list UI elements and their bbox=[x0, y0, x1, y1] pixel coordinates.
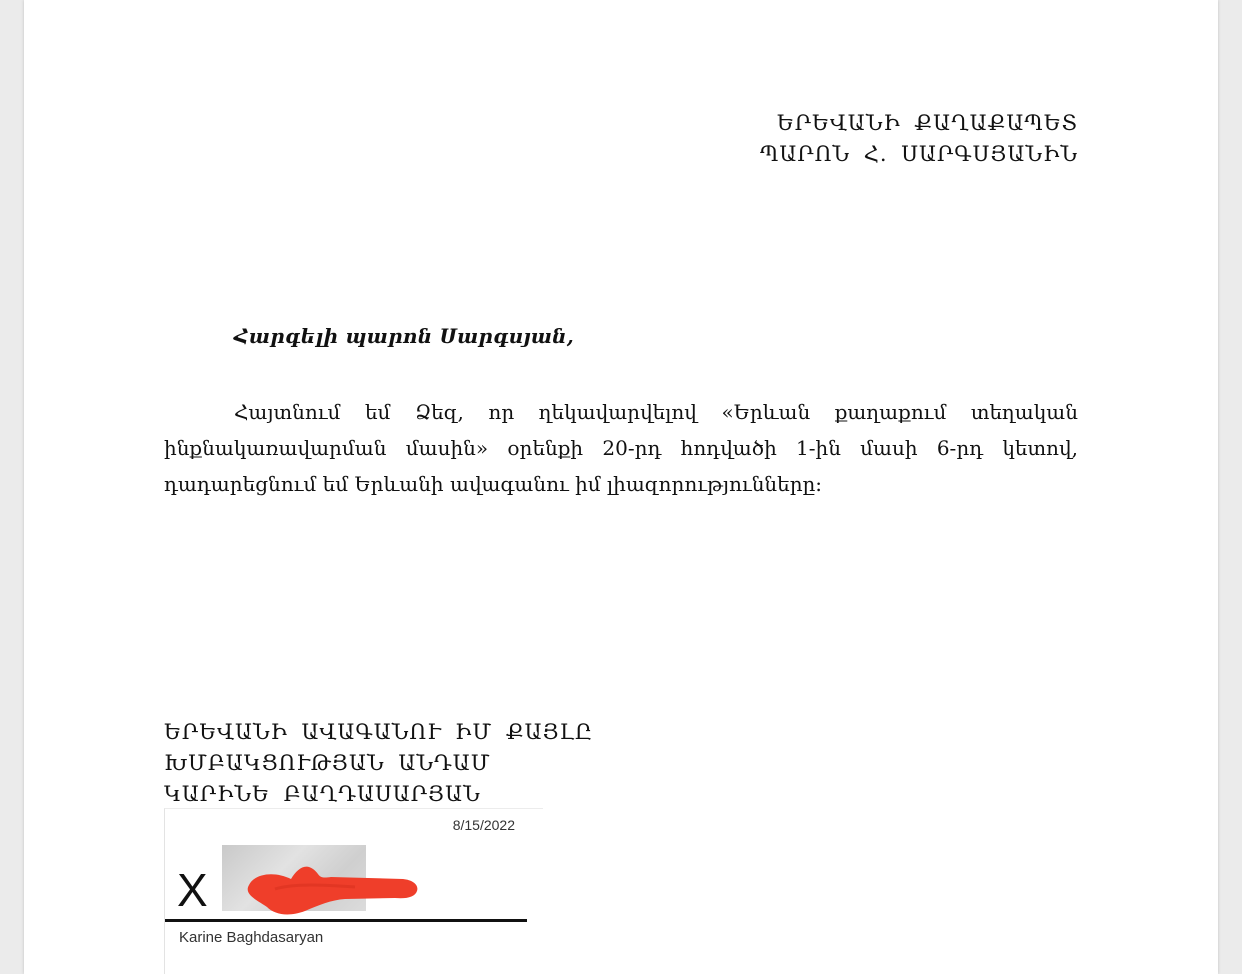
signature-line bbox=[165, 919, 527, 922]
addressee-line-2: ՊԱՐՈՆ Հ. ՍԱՐԳՍՅԱՆԻՆ bbox=[760, 142, 1078, 166]
signer-name: Karine Baghdasaryan bbox=[179, 929, 324, 946]
sender-block bbox=[164, 717, 593, 810]
addressee-line-1: ԵՐԵՎԱՆԻ ՔԱՂԱՔԱՊԵՏ bbox=[776, 111, 1078, 135]
letter-body: Հայտնում եմ Ձեզ, որ ղեկավարվելով «Երևան քաղաքում տեղական ինքնակառավարման մասին» օրենքի 20-րդ հոդվածի 1-ին մասի 6-րդ կետով, դադարեցնում եմ Երևանի ավագանու իմ լիազորությունները: bbox=[164, 400, 1078, 496]
signature-block bbox=[164, 808, 543, 974]
signature-date: 8/15/2022 bbox=[452, 817, 515, 833]
salutation: Հարգելի պարոն Սարգսյան, bbox=[234, 324, 574, 348]
addressee-block bbox=[760, 108, 1078, 170]
sender-line-3: ԿԱՐԻՆԵ ԲԱՂԴԱՍԱՐՅԱՆ bbox=[164, 782, 481, 806]
redaction-scribble-icon bbox=[235, 849, 425, 919]
sender-line-1: ԵՐԵՎԱՆԻ ԱՎԱԳԱՆՈՒ ԻՄ ՔԱՅԼԸ bbox=[164, 720, 594, 744]
document-page bbox=[24, 0, 1218, 974]
signature-x-mark: X bbox=[177, 864, 208, 916]
sender-line-2: ԽՄԲԱԿՑՈՒԹՅԱՆ ԱՆԴԱՄ bbox=[164, 751, 491, 775]
